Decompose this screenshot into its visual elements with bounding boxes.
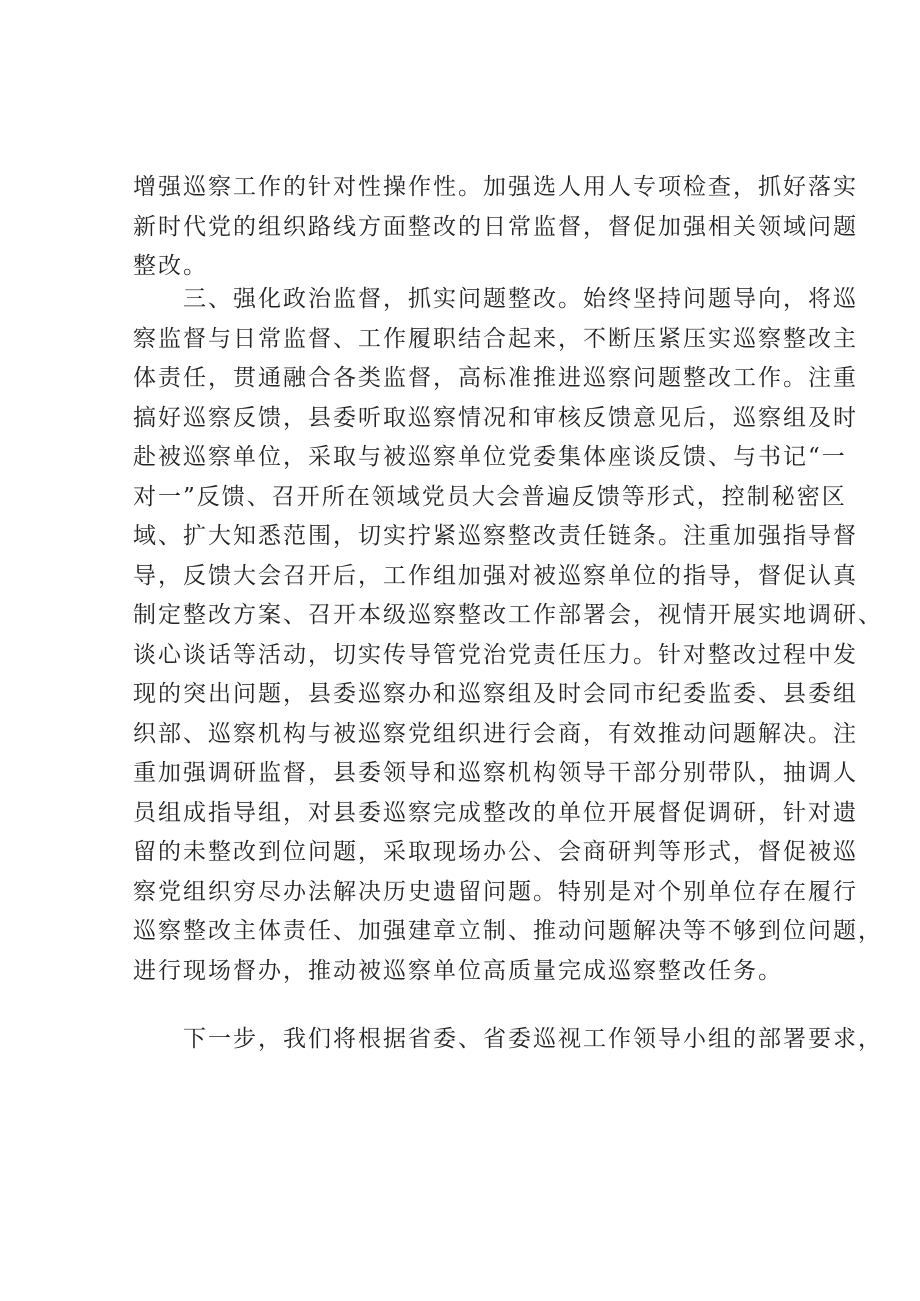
text-line: 搞好巡察反馈，县委听取巡察情况和审核反馈意见后，巡察组及时 bbox=[133, 404, 858, 431]
text-line: 现的突出问题，县委巡察办和巡察组及时会同市纪委监委、县委组 bbox=[133, 681, 858, 707]
text-line: 重加强调研监督，县委领导和巡察机构领导干部分别带队，抽调人 bbox=[133, 760, 858, 786]
paragraph-continuation bbox=[133, 168, 858, 287]
text-line: 增强巡察工作的针对性操作性。加强选人用人专项检查，抓好落实 bbox=[133, 174, 858, 200]
text-line: 域、扩大知悉范围，切实拧紧巡察整改责任链条。注重加强指导督 bbox=[133, 523, 858, 549]
paragraph-next-step bbox=[133, 1020, 883, 1060]
text-line: 整改。 bbox=[133, 253, 208, 279]
text-line: 导，反馈大会召开后，工作组加强对被巡察单位的指导，督促认真 bbox=[133, 562, 858, 589]
text-line: 察党组织穷尽办法解决历史遗留问题。特别是对个别单位存在履行 bbox=[133, 878, 858, 905]
text-line: 新时代党的组织路线方面整改的日常监督，督促加强相关领域问题 bbox=[133, 213, 858, 240]
text-line: 留的未整改到位问题，采取现场办公、会商研判等形式，督促被巡 bbox=[133, 839, 858, 865]
text-line: 察监督与日常监督、工作履职结合起来，不断压紧压实巡察整改主 bbox=[133, 325, 858, 352]
text-line: 进行现场督办，推动被巡察单位高质量完成巡察整改任务。 bbox=[133, 957, 783, 984]
text-line: 下一步，我们将根据省委、省委巡视工作领导小组的部署要求， bbox=[133, 1026, 883, 1052]
text-line: 对一”反馈、召开所在领域党员大会普遍反馈等形式，控制秘密区 bbox=[133, 483, 847, 510]
text-line: 员组成指导组，对县委巡察完成整改的单位开展督促调研，针对遗 bbox=[133, 799, 858, 826]
text-line: 巡察整改主体责任、加强建章立制、推动问题解决等不够到位问题， bbox=[133, 918, 883, 944]
text-line: 制定整改方案、召开本级巡察整改工作部署会，视情开展实地调研、 bbox=[133, 602, 883, 628]
text-line: 赴被巡察单位，采取与被巡察单位党委集体座谈反馈、与书记“一 bbox=[133, 444, 847, 470]
text-line: 体责任，贯通融合各类监督，高标准推进巡察问题整改工作。注重 bbox=[133, 365, 858, 391]
paragraph-section-three bbox=[133, 280, 883, 991]
text-line: 三、强化政治监督，抓实问题整改。始终坚持问题导向，将巡 bbox=[133, 286, 858, 312]
text-line: 谈心谈话等活动，切实传导管党治党责任压力。针对整改过程中发 bbox=[133, 641, 858, 668]
text-line: 织部、巡察机构与被巡察党组织进行会商，有效推动问题解决。注 bbox=[133, 720, 858, 747]
